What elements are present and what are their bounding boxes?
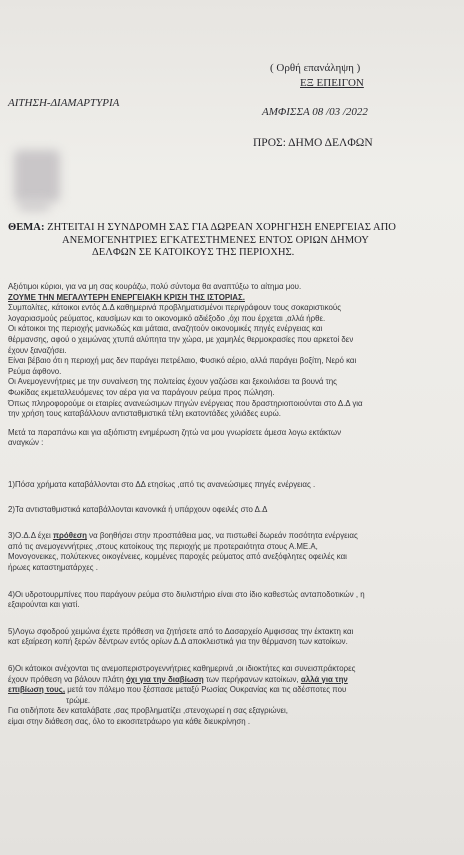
subject-line-3: ΔΕΛΦΩΝ ΣΕ ΚΑΤΟΙΚΟΥΣ ΤΗΣ ΠΕΡΙΟΧΗΣ. bbox=[92, 247, 295, 259]
intro-line: Όπως πληροφορούμε οι εταιρίες ανανεώσιμων πηγών ενέργειας που δραστηριοποιούνται στο Δ.Δ για bbox=[8, 398, 363, 408]
question-2: 2)Τα αντισταθμιστικά καταβάλλονται κανονικά ή υπάρχουν οφειλές στο Δ.Δ bbox=[8, 504, 268, 514]
document-type: ΑΙΤΗΣΗ-ΔΙΑΜΑΡΤΥΡΙΑ bbox=[8, 97, 120, 109]
urgent-label: ΕΞ ΕΠΕΙΓΟΝ bbox=[300, 77, 364, 89]
redacted-sender-line bbox=[18, 200, 50, 212]
question-6-text: μετά τον πόλεμο που ξέσπασε μεταξύ Ρωσίας Ουκρανίας και τις αδέσποτες που bbox=[65, 685, 347, 695]
intro-line: έχουν ξαναζήσει. bbox=[8, 345, 67, 355]
question-3 bbox=[8, 531, 458, 573]
question-6-text: των περήφανων κατοίκων, bbox=[203, 674, 301, 684]
question-6-emphasis: αλλά για την bbox=[300, 674, 348, 684]
subject-block bbox=[8, 222, 396, 260]
intro-line: Είναι βέβαιο ότι η περιοχή μας δεν παράγει πετρέλαιο, Φυσικό αέριο, αλλά παράγει βοξίτη, Νερό και bbox=[8, 356, 357, 366]
question-3-text: από τις ανεμογεννήτριες ,στους κατοίκους της περιοχής με προτεραιότητα στους Α.ΜΕ.Α, bbox=[8, 541, 318, 551]
intro-line: την χρήση τους καταβάλλουν αντισταθμιστικά τέλη εκατοντάδες χιλιάδες ευρώ. bbox=[8, 409, 281, 419]
question-6-text: έχουν πρόθεση να βάλουν πλάτη bbox=[8, 674, 126, 684]
question-5 bbox=[8, 627, 458, 648]
intro-line: αναγκών : bbox=[8, 438, 44, 448]
crisis-heading: ΖΟΥΜΕ ΤΗΝ ΜΕΓΑΛΥΤΕΡΗ ΕΝΕΡΓΕΙΑΚΗ ΚΡΙΣΗ ΤΗΣ ΙΣΤΟΡΙΑΣ. bbox=[8, 292, 245, 302]
subject-line-2: ΑΝΕΜΟΓΕΝΗΤΡΙΕΣ ΕΓΚΑΤΕΣΤΗΜΕΝΕΣ ΕΝΤΟΣ ΟΡΙΩΝ ΔΗΜΟΥ bbox=[62, 234, 369, 246]
question-6-text: 6)Οι κάτοικοι ανέχονται τις ανεμοπεριστρογεννήτριες καθημερινά ,οι ιδιοκτήτες και συνεισπράκτορες bbox=[8, 663, 356, 673]
closing-line: Για οτιδήποτε δεν καταλάβατε ,σας προβληματίζει ,στενοχωρεί η σας εξαγριώνει, bbox=[8, 706, 288, 716]
question-6-emphasis: επιβίωση τους, bbox=[8, 685, 66, 695]
question-6-text: τρώμε. bbox=[66, 695, 91, 705]
intro-line: Ρεύμα άφθονο. bbox=[8, 366, 62, 376]
question-5-text: 5)Λογω σφοδρού χειμώνα έχετε πρόθεση να ζητήσετε από το Δασαρχείο Αμφισσας την έκτακτη και bbox=[8, 626, 354, 636]
intro-text bbox=[8, 282, 458, 449]
intro-line: Αξιότιμοι κύριοι, για να μη σας κουράζω, πολύ σύντομα θα αναπτύξω το αίτημα μου. bbox=[8, 282, 302, 291]
intro-line: Μετά τα παραπάνω και για αξιόπιστη ενημέρωση ζητώ να μου γνωρίσετε άμεσα λογω εκτάκτων bbox=[8, 427, 342, 437]
question-3-text: 3)Ο.Δ.Δ έχει bbox=[8, 531, 53, 541]
intro-line: Οι Ανεμογεννήτριες με την συναίνεση της πολιτείας έχουν γαζώσει και ξεκοιλιάσει τα βουνά της bbox=[8, 377, 337, 387]
question-6 bbox=[8, 664, 458, 728]
question-3-text: Μονογονεικες, πολύτεκνες οικογένειες, κομμένες παροχές ρεύματος από ανεξόφλητες οφειλές και bbox=[8, 552, 347, 562]
question-4-text: 4)Οι υδροτουρμπίνες που παράγουν ρεύμα στο διυλιστήριο είναι στο ίδιο καθεστώς ανταποδοτικών , η bbox=[8, 589, 365, 599]
subject-line-1: ΖΗΤΕΙΤΑΙ Η ΣΥΝΔΡΟΜΗ ΣΑΣ ΓΙΑ ΔΩΡΕΑΝ ΧΟΡΗΓΗΣΗ ΕΝΕΡΓΕΙΑΣ ΑΠΟ bbox=[47, 222, 396, 233]
closing-line: είμαι στην διάθεση σας, όλο το εικοσιτετράωρο για κάθε διευκρίνηση . bbox=[8, 716, 251, 726]
question-5-text: κατ εξαίρεση κοπή ξερών δέντρων εντός ορίων Δ.Δ αποκλειστικά για την θέρμανση των κατοίκων. bbox=[8, 637, 348, 647]
place-date: ΑΜΦΙΣΣΑ 08 /03 /2022 bbox=[262, 106, 368, 118]
questions-list bbox=[8, 480, 458, 728]
question-3-text: να βοηθήσει στην προσπάθεια μας, να πιστωθεί δωρεάν ποσότητα ενέργειας bbox=[86, 531, 358, 541]
question-6-emphasis: όχι για την διαβίωση bbox=[125, 674, 204, 684]
intro-line: Συμπολίτες, κάτοικοι εντός Δ.Δ καθημερινά προβληματισμένοι περιγράφουν τους σοκαριστικούς bbox=[8, 303, 342, 313]
question-4 bbox=[8, 590, 458, 611]
redacted-sender bbox=[14, 150, 60, 202]
intro-line: Οι κάτοικοι της περιοχής μανιωδώς και μάταια, αναζητούν οικονομικές πηγές ενέργειας και bbox=[8, 324, 323, 334]
recipient: ΠΡΟΣ: ΔΗΜΟ ΔΕΛΦΩΝ bbox=[253, 137, 373, 149]
resend-note: ( Ορθή επανάληψη ) bbox=[270, 62, 361, 74]
question-3-emphasis: πρόθεση bbox=[52, 531, 87, 541]
intro-line: θέρμανσης, αφού ο χειμώνας χτυπά αλύπητα την χώρα, με χαμηλές θερμοκρασίες που αρκετοί δεν bbox=[8, 334, 354, 344]
intro-line: λογαριασμούς ρεύματος, καυσίμων και το οικονομικό αδιέξοδο ,όχι που έρχεται ,αλλά ήρθε. bbox=[8, 313, 326, 323]
question-1: 1)Πόσα χρήματα καταβάλλονται στο ΔΔ ετησίως ,από τις ανανεώσιμες πηγές ενέργειας . bbox=[8, 480, 316, 489]
question-3-text: ήρωες καταστηματάρχες . bbox=[8, 562, 98, 572]
question-4-text: εξαιρούνται και γιατί. bbox=[8, 600, 80, 610]
subject-label: ΘΕΜΑ: bbox=[8, 222, 45, 233]
intro-line: Φωκίδας εκμεταλλευόμενες τον αέρα για να παράγουν ρεύμα προς πώληση. bbox=[8, 387, 275, 397]
